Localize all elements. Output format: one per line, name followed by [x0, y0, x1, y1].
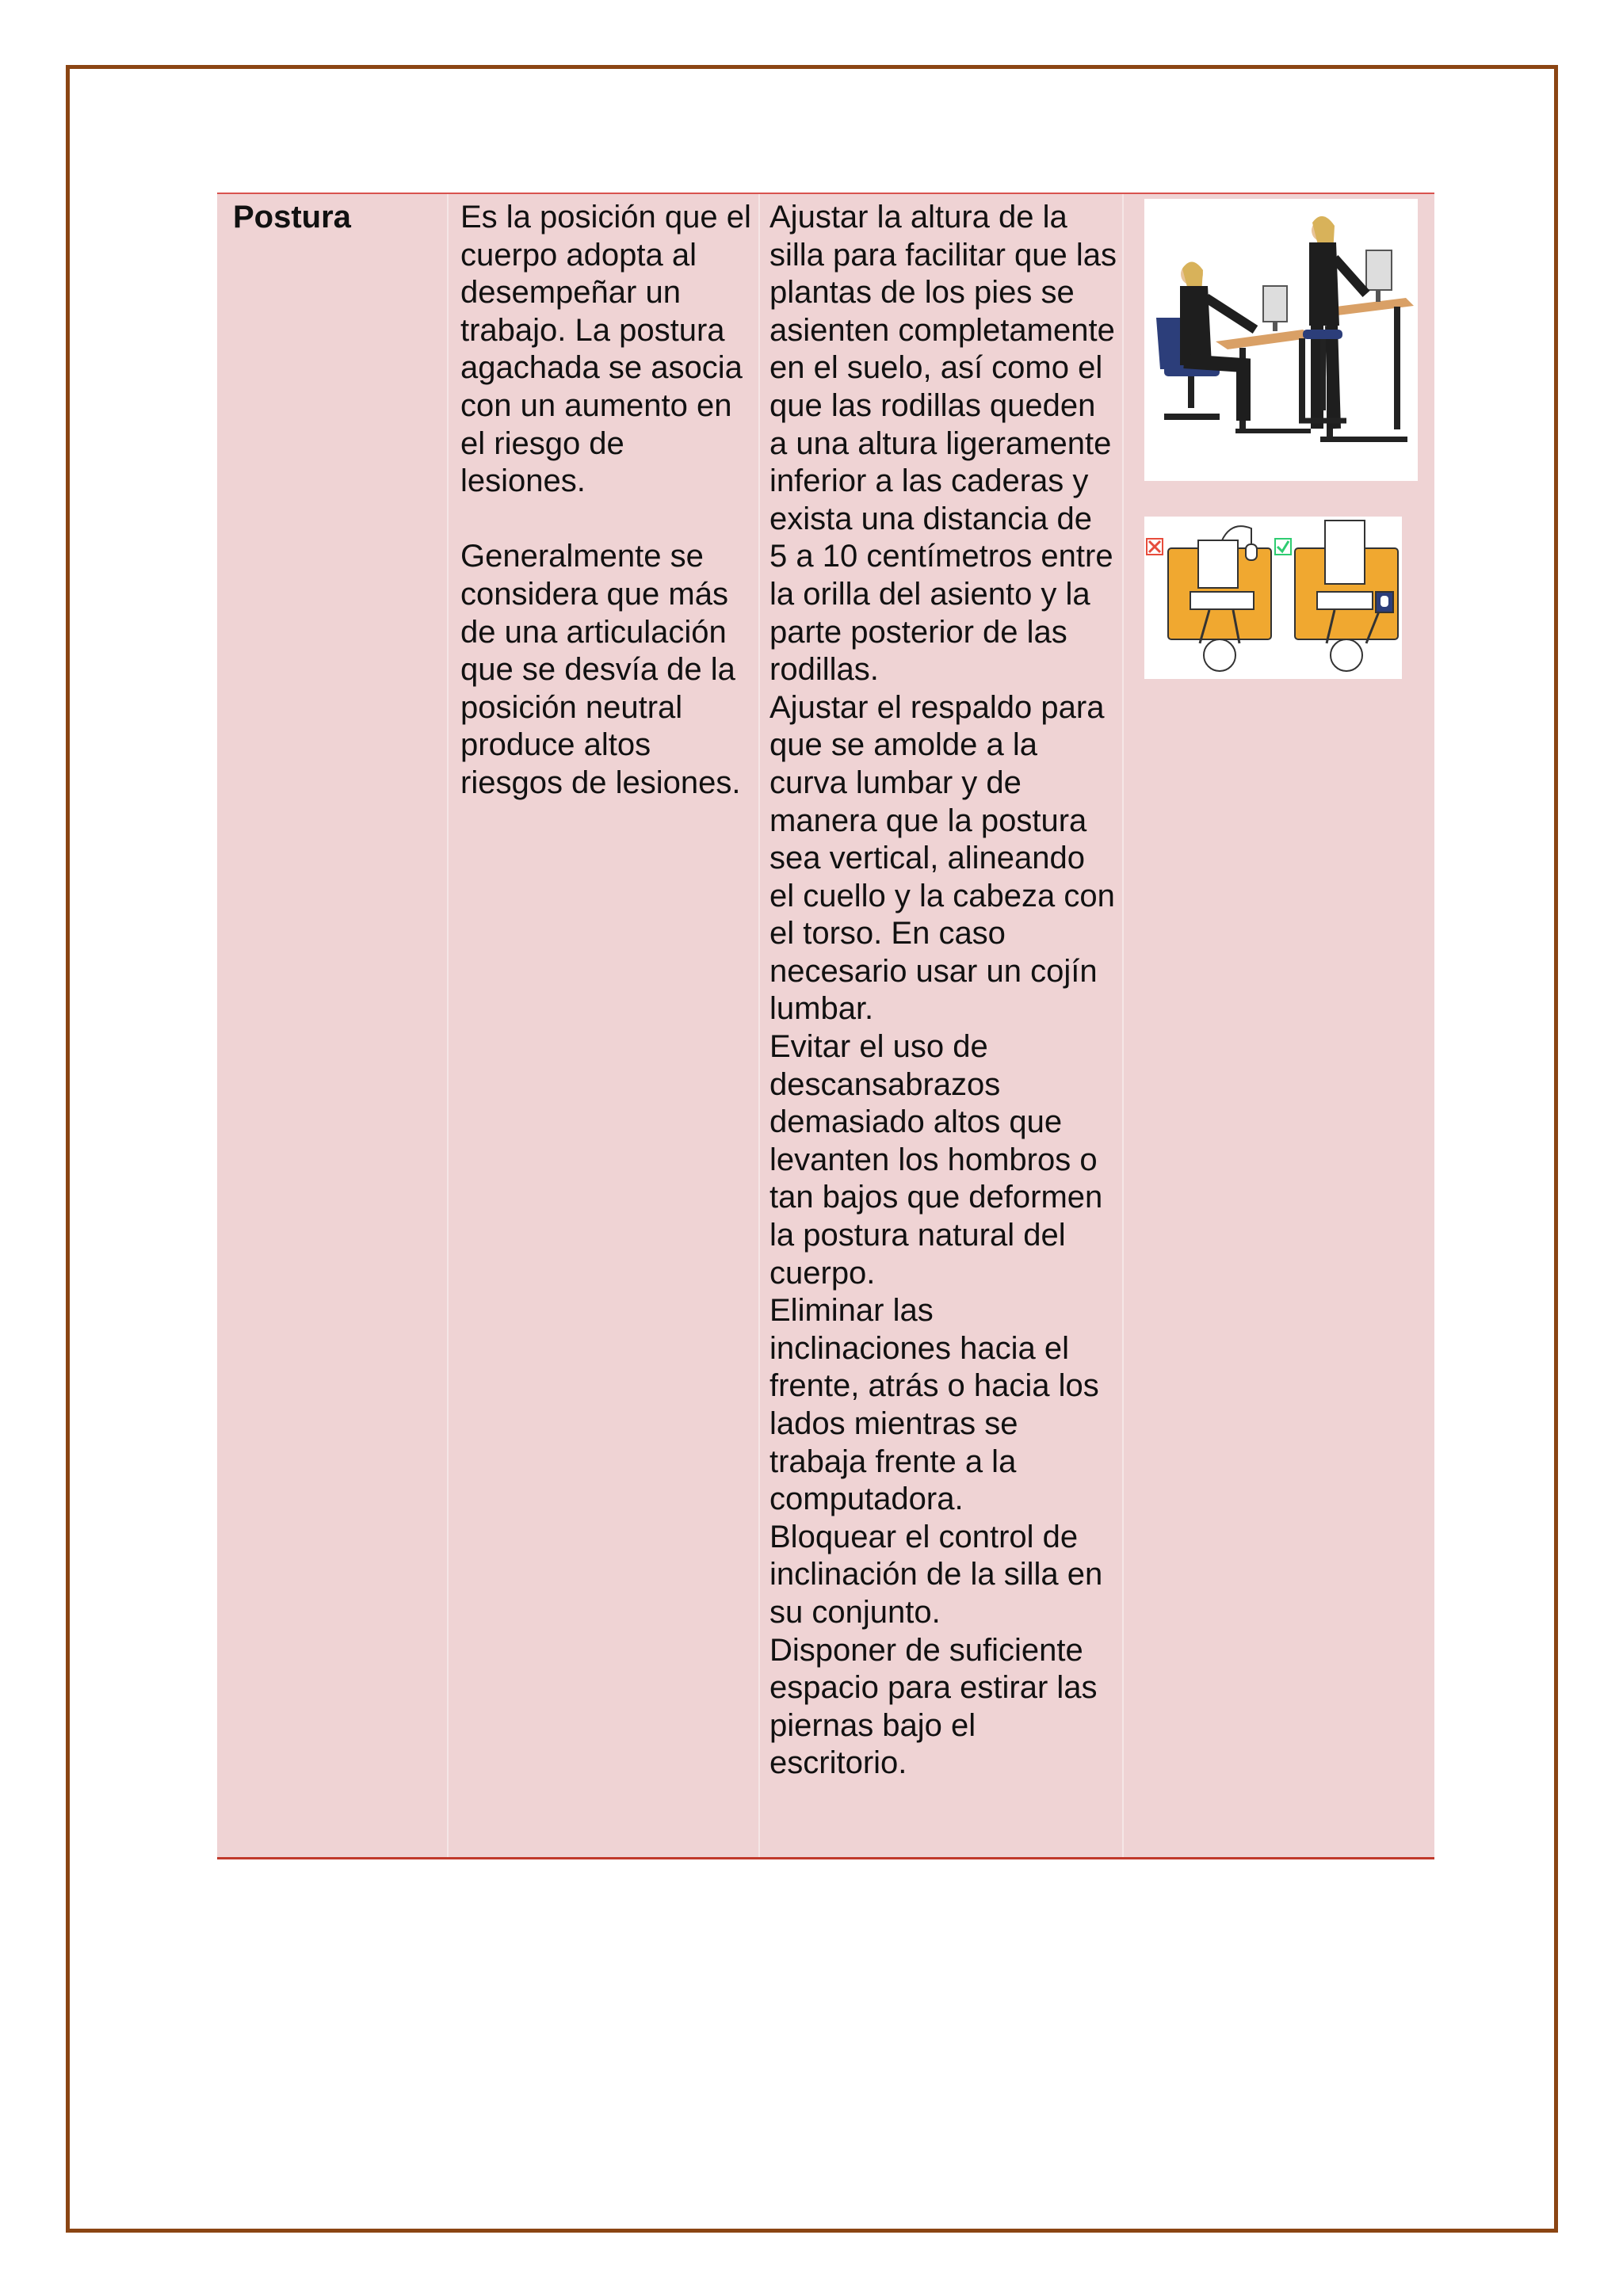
desk-base — [1235, 429, 1311, 433]
definition-paragraph: Es la posición que el cuerpo adopta al desempeñar un trabajo. La postura agachada se asocia con un aumento en el riesgo de lesiones. — [460, 200, 751, 499]
definition-paragraph: Generalmente se considera que más de una articulación que se desvía de la posición neutral produce altos riesgos de lesiones. — [460, 539, 741, 800]
recommendation-item: Disponer de suficiente espacio para estirar las piernas bajo el escritorio. — [769, 1632, 1098, 1781]
term-cell: Postura — [233, 200, 351, 235]
chair-back — [1156, 318, 1184, 369]
monitor — [1198, 540, 1238, 588]
table-row-postura — [217, 193, 1434, 1859]
monitor — [1325, 521, 1365, 584]
column-divider — [447, 194, 449, 1857]
person-head — [1331, 639, 1362, 671]
monitor — [1263, 286, 1287, 322]
keyboard-mouse-layout-illustration — [1144, 517, 1402, 679]
stool-post — [1320, 339, 1326, 410]
desk-leg — [1394, 307, 1400, 429]
monitor — [1366, 250, 1392, 290]
keyboard — [1317, 592, 1373, 609]
recommendations-cell — [769, 199, 1118, 1783]
recommendation-item: Bloquear el control de inclinación de la silla en su conjunto. — [769, 1519, 1103, 1630]
mouse — [1381, 596, 1388, 607]
workstation-posture-illustration — [1144, 199, 1418, 481]
person-head — [1204, 639, 1235, 671]
keyboard — [1190, 592, 1254, 609]
chair-post — [1188, 376, 1194, 408]
desk-leg — [1299, 338, 1305, 421]
recommendation-item: Ajustar la altura de la silla para facilitar que las plantas de los pies se asienten completamente en el suelo, así como el que las rodillas queden a una altura ligeramente inferior a las caderas y exista una distancia de 5 a 10 centímetros entre la orilla del asiento y la parte posterior de las rodillas. — [769, 200, 1117, 688]
recommendation-item: Eliminar las inclinaciones hacia el frente, atrás o hacia los lados mientras se trabaja frente a la computadora. — [769, 1293, 1099, 1517]
mouse — [1246, 544, 1257, 560]
recommendation-item: Evitar el uso de descansabrazos demasiado altos que levanten los hombros o tan bajos que deformen la postura natural del cuerpo. — [769, 1029, 1103, 1291]
definition-cell — [460, 199, 754, 803]
monitor-stand — [1376, 290, 1381, 302]
monitor-stand — [1273, 322, 1277, 331]
column-divider — [758, 194, 760, 1857]
column-divider — [1122, 194, 1124, 1857]
stool-seat — [1303, 330, 1342, 339]
torso — [1309, 242, 1339, 326]
desk-base — [1320, 437, 1407, 442]
recommendation-item: Ajustar el respaldo para que se amolde a la curva lumbar y de manera que la postura sea vertical, alineando el cuello y la cabeza con el torso. En caso necesario usar un cojín lumbar. — [769, 689, 1115, 1027]
